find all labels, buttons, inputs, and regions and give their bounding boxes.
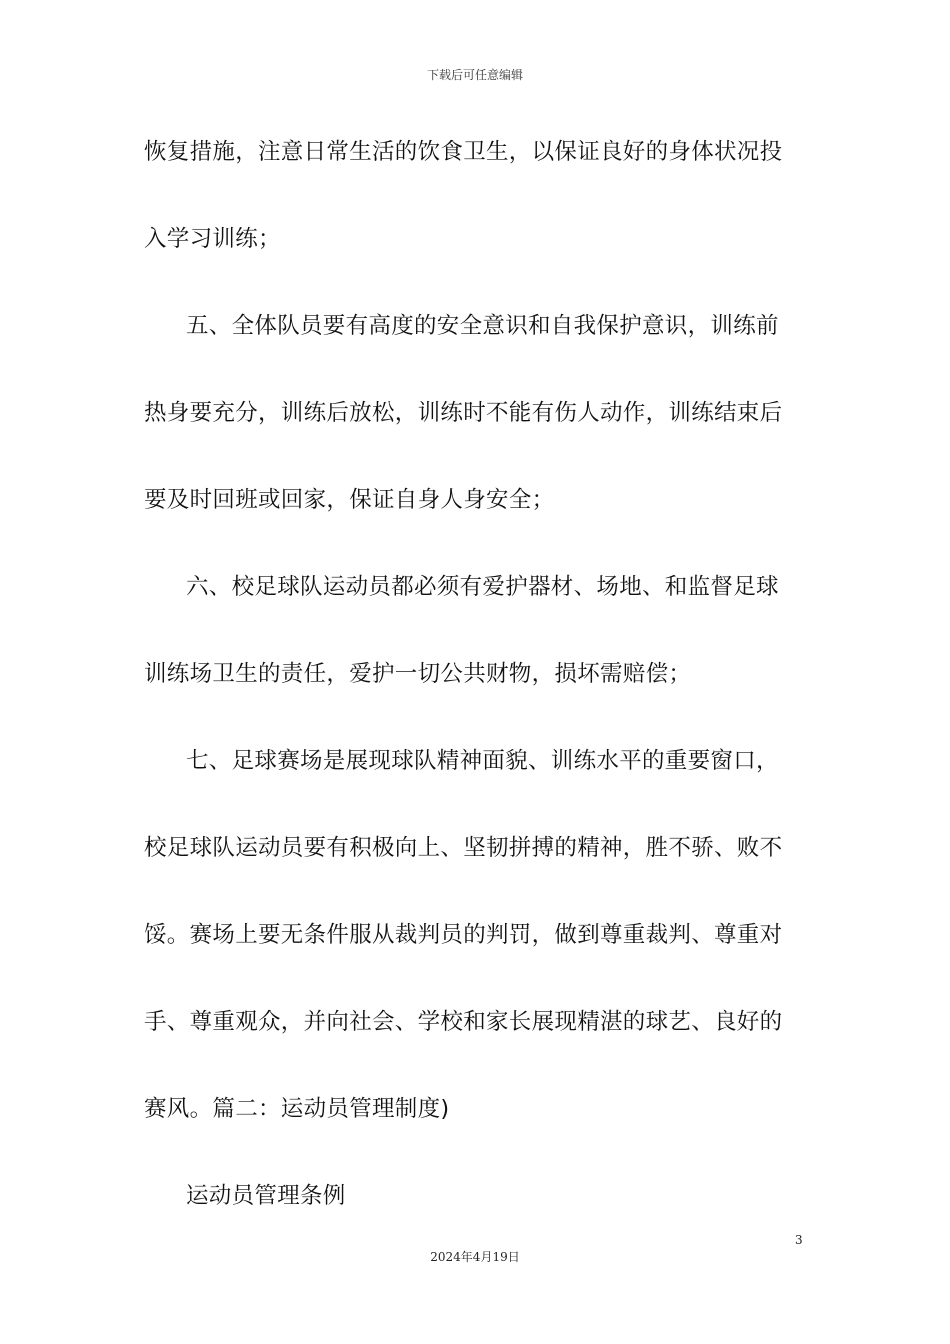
text-line: 校足球队运动员要有积极向上、坚韧拼搏的精神，胜不骄、败不 — [144, 835, 783, 861]
text-line: 热身要充分，训练后放松，训练时不能有伤人动作，训练结束后 — [144, 400, 783, 426]
text-line: 馁。赛场上要无条件服从裁判员的判罚，做到尊重裁判、尊重对 — [144, 922, 783, 948]
header-note: 下载后可任意编辑 — [426, 68, 523, 82]
paragraph-six-start: 六、校足球队运动员都必须有爱护器材、场地、和监督足球 — [186, 574, 779, 600]
text-line: 训练场卫生的责任，爱护一切公共财物，损坏需赔偿； — [144, 661, 692, 687]
paragraph-five-start: 五、全体队员要有高度的安全意识和自我保护意识，训练前 — [186, 313, 779, 339]
text-line: 入学习训练； — [144, 226, 281, 252]
text-line: 要及时回班或回家，保证自身人身安全； — [144, 487, 555, 513]
text-line: 赛风。篇二：运动员管理制度) — [144, 1096, 450, 1122]
body-text — [144, 126, 804, 1257]
paragraph-seven-start: 七、足球赛场是展现球队精神面貌、训练水平的重要窗口， — [186, 748, 779, 774]
footer-date: 2024年4月19日 — [430, 1250, 520, 1264]
text-line: 恢复措施，注意日常生活的饮食卫生，以保证良好的身体状况投 — [144, 139, 783, 165]
text-line: 手、尊重观众，并向社会、学校和家长展现精湛的球艺、良好的 — [144, 1009, 783, 1035]
section-heading: 运动员管理条例 — [186, 1183, 346, 1209]
page-number: 3 — [795, 1233, 803, 1247]
